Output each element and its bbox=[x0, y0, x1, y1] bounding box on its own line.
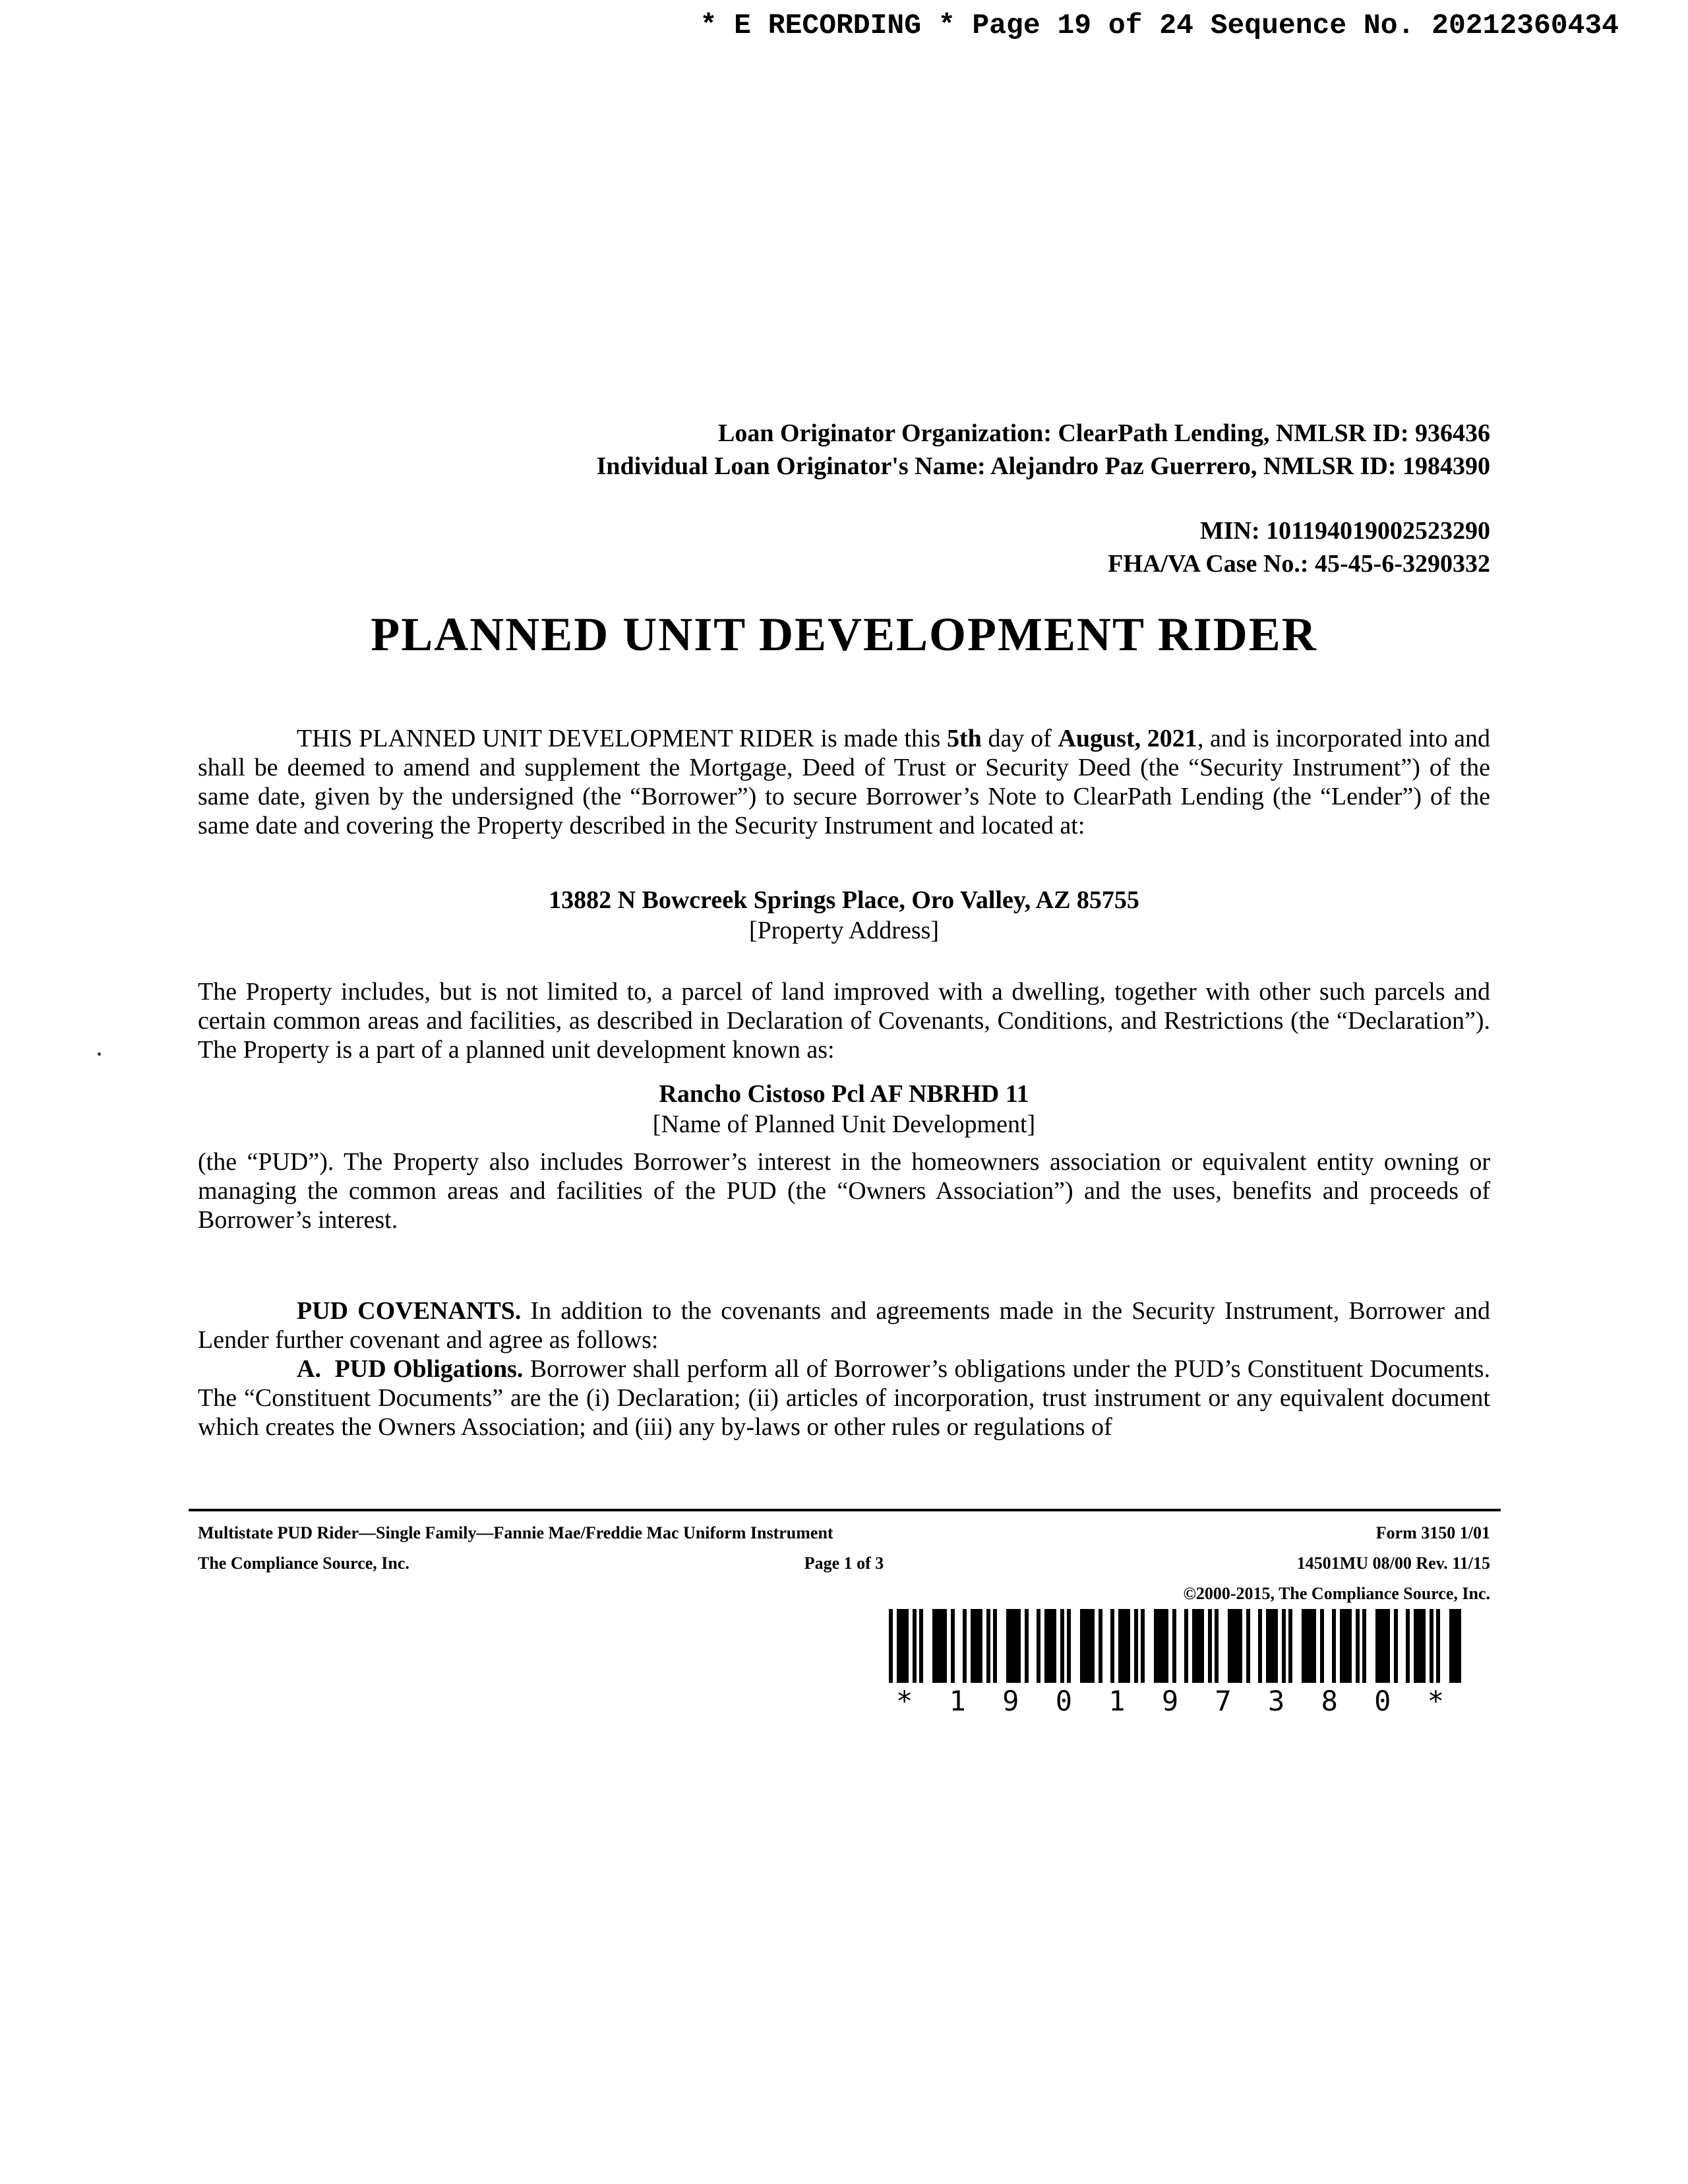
intro-text-mid: day of bbox=[981, 725, 1058, 752]
covenants-section bbox=[198, 1296, 1490, 1441]
footer-block bbox=[198, 1518, 1490, 1609]
originator-organization-line: Loan Originator Organization: ClearPath Lending, NMLSR ID: 936436 bbox=[718, 419, 1490, 447]
rider-date-value: August, 2021 bbox=[1058, 725, 1197, 752]
barcode-text: * 1 9 0 1 9 7 3 8 0 * bbox=[895, 1685, 1454, 1717]
fha-va-case-line: FHA/VA Case No.: 45-45-6-3290332 bbox=[1108, 550, 1490, 578]
rider-day-value: 5th bbox=[947, 725, 982, 752]
footer-source-name: The Compliance Source, Inc. bbox=[198, 1554, 409, 1573]
intro-text-rest: , and is incorporated into and shall be deemed to amend and supplement the Mortgage, Deed of Trust or Security Deed (the “Security Instrument”) of the same date, given by the undersigned (the “Borrower”) to secure Borrower’s Note to ClearPath Lending (the “Lender”) of the same date and covering the Property described in the Security Instrument and located at: bbox=[198, 725, 1491, 839]
property-address-label: [Property Address] bbox=[748, 917, 940, 944]
footer-doc-revision: 14501MU 08/00 Rev. 11/15 bbox=[1296, 1554, 1490, 1573]
footer-copyright: ©2000-2015, The Compliance Source, Inc. bbox=[1183, 1584, 1490, 1603]
document-content bbox=[198, 0, 1490, 2184]
footer-form-name: Multistate PUD Rider—Single Family—Fannie Mae/Freddie Mac Uniform Instrument bbox=[198, 1523, 833, 1542]
pud-name-label: [Name of Planned Unit Development] bbox=[652, 1110, 1036, 1138]
intro-text-lead: THIS PLANNED UNIT DEVELOPMENT RIDER is made this bbox=[297, 725, 948, 752]
barcode-block bbox=[889, 1609, 1461, 1716]
property-description-paragraph: The Property includes, but is not limited to, a parcel of land improved with a dwelling, together with other such parcels and certain common areas and facilities, as described in Declaration of Covenants, Conditions, and Restrictions (the “Declaration”). The Property is a part of a planned unit development known as: bbox=[198, 978, 1490, 1064]
footer-divider bbox=[189, 1509, 1501, 1511]
case-info-block bbox=[1108, 514, 1490, 580]
originator-individual-line: Individual Loan Originator's Name: Alejandro Paz Guerrero, NMLSR ID: 1984390 bbox=[596, 452, 1490, 480]
document-title: PLANNED UNIT DEVELOPMENT RIDER bbox=[371, 608, 1317, 661]
pud-obligations-paragraph bbox=[198, 1354, 1490, 1441]
intro-paragraph bbox=[198, 724, 1490, 840]
pud-covenants-text: In addition to the covenants and agreements made in the Security Instrument, Borrower and Lender further covenant and agree as follows: bbox=[198, 1297, 1490, 1354]
pud-obligations-heading: A. PUD Obligations. bbox=[297, 1355, 524, 1383]
pud-name-block bbox=[198, 1079, 1490, 1139]
loan-originator-block bbox=[597, 417, 1490, 483]
pud-covenants-paragraph bbox=[198, 1296, 1490, 1354]
footer-row-3 bbox=[198, 1579, 1490, 1609]
min-number-line: MIN: 101194019002523290 bbox=[1199, 517, 1490, 545]
pud-interest-paragraph: (the “PUD”). The Property also includes Borrower’s interest in the homeowners association or equivalent entity owning or managing the common areas and facilities of the PUD (the “Owners Association”) and the uses, benefits and proceeds of Borrower’s interest. bbox=[198, 1148, 1490, 1234]
property-address-block bbox=[198, 885, 1490, 946]
footer-page-number: Page 1 of 3 bbox=[804, 1554, 884, 1573]
barcode-image bbox=[889, 1609, 1461, 1683]
e-recording-header: * E RECORDING * Page 19 of 24 Sequence No. 20212360434 bbox=[700, 9, 1619, 42]
pud-covenants-heading: PUD COVENANTS. bbox=[297, 1297, 522, 1325]
pud-obligations-text: Borrower shall perform all of Borrower’s obligations under the PUD’s Constituent Documents. The “Constituent Documents” are the (i) Declaration; (ii) articles of incorporation, trust instrument or any equivalent document which creates the Owners Association; and (iii) any by-laws or other rules or regulations of bbox=[198, 1355, 1490, 1441]
property-address: 13882 N Bowcreek Springs Place, Oro Valley, AZ 85755 bbox=[549, 886, 1139, 914]
pud-name: Rancho Cistoso Pcl AF NBRHD 11 bbox=[659, 1080, 1029, 1108]
footer-row-1 bbox=[198, 1518, 1490, 1548]
scan-artifact-dot bbox=[98, 1052, 101, 1056]
footer-form-number: Form 3150 1/01 bbox=[1375, 1523, 1490, 1542]
footer-row-2 bbox=[198, 1548, 1490, 1579]
